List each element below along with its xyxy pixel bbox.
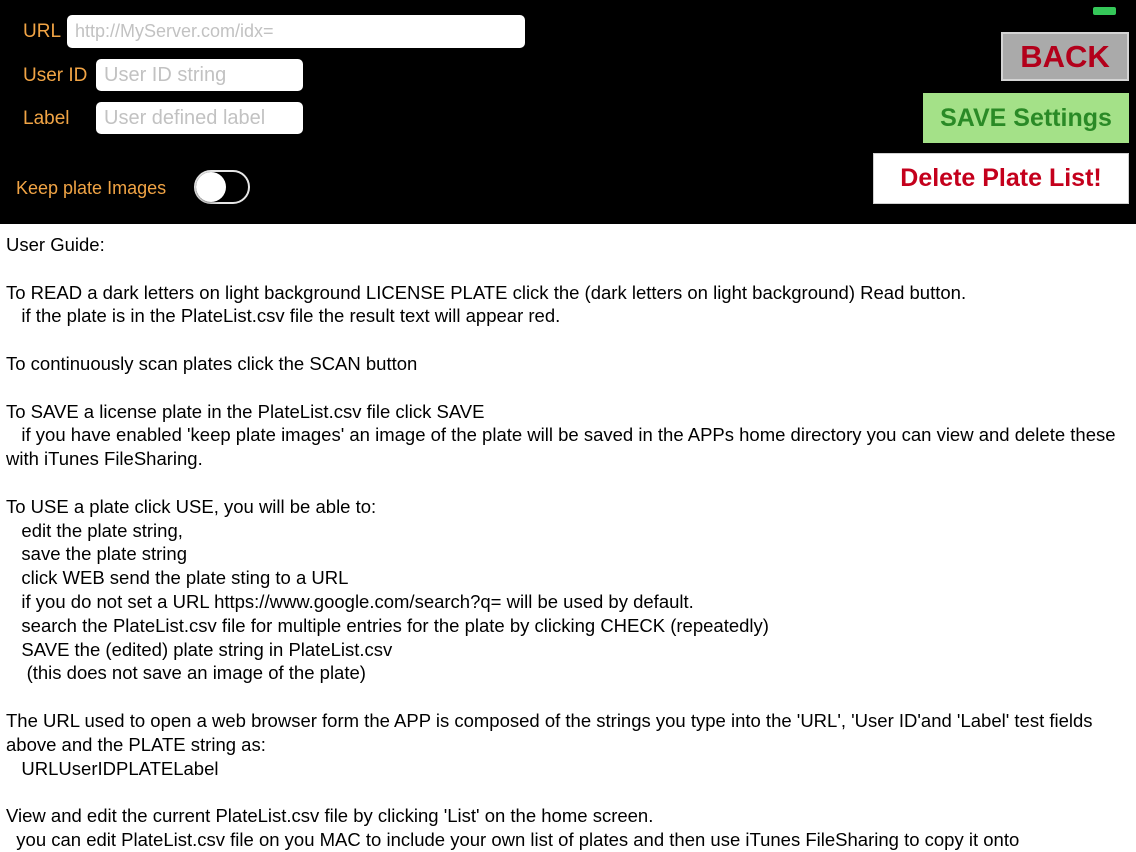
guide-line: To continuously scan plates click the SCAN button [6, 352, 418, 374]
label-input[interactable] [96, 102, 303, 134]
guide-line [6, 780, 1128, 804]
settings-panel [0, 0, 1136, 224]
label-label: Label [23, 108, 70, 129]
keep-images-toggle[interactable] [194, 170, 250, 204]
guide-line: click WEB send the plate sting to a URL [6, 567, 349, 589]
keep-images-label: Keep plate Images [16, 178, 167, 198]
guide-line: (this does not save an image of the plate) [6, 662, 366, 684]
guide-line: View and edit the current PlateList.csv file by clicking 'List' on the home screen. [6, 805, 654, 827]
toggle-knob [196, 172, 226, 202]
guide-line: edit the plate string, [6, 519, 183, 541]
delete-plate-list-button[interactable]: Delete Plate List! [873, 153, 1129, 204]
guide-line: The URL used to open a web browser form the APP is composed of the strings you type into the 'URL', 'User ID'and 'Label' test fields above and the PLATE string as: [6, 709, 1098, 755]
guide-line [6, 257, 1128, 281]
guide-line: if the plate is in the PlateList.csv file the result text will appear red. [6, 305, 561, 327]
guide-line: if you have enabled 'keep plate images' an image of the plate will be saved in the APPs home directory you can view and delete these with iTunes FileSharing. [6, 424, 1121, 470]
guide-line: User Guide: [6, 234, 105, 255]
guide-line: search the PlateList.csv file for multiple entries for the plate by clicking CHECK (repeatedly) [6, 614, 769, 636]
guide-line [6, 471, 1128, 495]
url-input[interactable] [67, 15, 525, 48]
userid-input[interactable] [96, 59, 303, 91]
userid-label: User ID [23, 65, 88, 86]
user-guide-text [6, 233, 1128, 852]
back-button[interactable]: BACK [1001, 32, 1129, 81]
guide-line: URLUserIDPLATELabel [6, 757, 219, 779]
guide-line: save the plate string [6, 543, 187, 565]
guide-line [6, 685, 1128, 709]
guide-line [6, 328, 1128, 352]
guide-line: SAVE the (edited) plate string in PlateList.csv [6, 638, 393, 660]
guide-line: you can edit PlateList.csv file on you MAC to include your own list of plates and then use iTunes FileSharing to copy it onto [6, 828, 1020, 850]
save-settings-button[interactable]: SAVE Settings [923, 93, 1129, 143]
battery-icon [1093, 7, 1116, 15]
guide-line: To SAVE a license plate in the PlateList.csv file click SAVE [6, 400, 485, 422]
guide-line: To READ a dark letters on light background LICENSE PLATE click the (dark letters on light background) Read button. [6, 281, 967, 303]
url-label: URL [23, 21, 62, 42]
guide-line: if you do not set a URL https://www.google.com/search?q= will be used by default. [6, 590, 694, 612]
guide-line: To USE a plate click USE, you will be able to: [6, 495, 377, 517]
guide-line [6, 376, 1128, 400]
